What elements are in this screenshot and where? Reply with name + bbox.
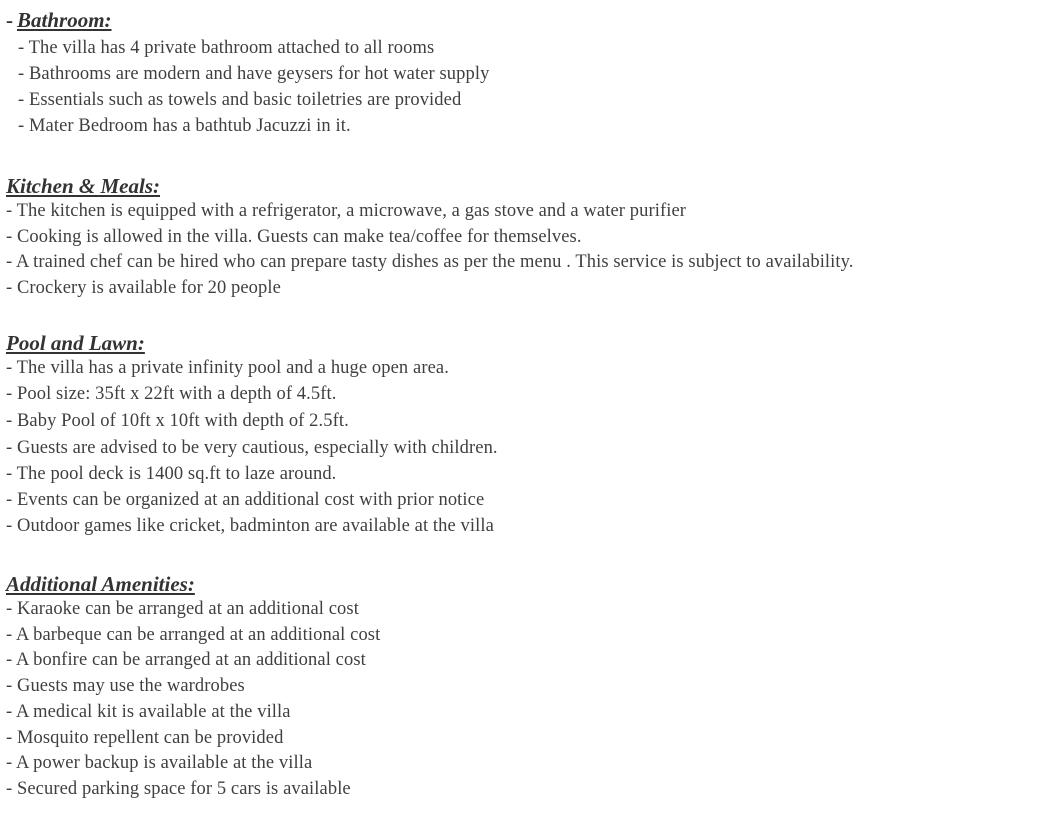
list-item: - Guests are advised to be very cautious, especially with children. [6,438,498,458]
list-item: - The pool deck is 1400 sq.ft to laze around. [6,464,337,484]
amenities-heading: Additional Amenities: [6,572,195,596]
list-item: - A barbeque can be arranged at an additional cost [6,624,381,645]
list-item: - Pool size: 35ft x 22ft with a depth of 4.5ft. [6,384,337,404]
list-item: - Outdoor games like cricket, badminton are available at the villa [6,516,494,536]
list-item: - Baby Pool of 10ft x 10ft with depth of 2.5ft. [6,411,349,431]
list-item: - Events can be organized at an additional cost with prior notice [6,490,485,510]
pool-section [6,331,498,539]
heading-dash: - [6,8,13,32]
kitchen-heading: Kitchen & Meals: [6,174,161,198]
list-item: - The villa has a private infinity pool and a huge open area. [6,358,449,378]
pool-heading: Pool and Lawn: [6,331,145,355]
list-item: - A power backup is available at the villa [6,753,313,774]
list-item: - The kitchen is equipped with a refrigerator, a microwave, a gas stove and a water purifier [6,201,687,221]
bathroom-heading-text: Bathroom: [17,8,112,32]
list-item: - Cooking is allowed in the villa. Guests can make tea/coffee for themselves. [6,226,582,247]
bathroom-section [6,8,489,139]
list-item: - Mater Bedroom has a bathtub Jacuzzi in it. [18,116,351,136]
list-item: - Mosquito repellent can be provided [6,727,284,748]
bathroom-heading [6,8,489,32]
list-item: - A trained chef can be hired who can prepare tasty dishes as per the menu . This service is subject to availability. [6,252,854,273]
list-item: - A bonfire can be arranged at an additional cost [6,650,366,671]
list-item: - A medical kit is available at the villa [6,701,291,722]
amenities-section [6,572,380,803]
list-item: - Secured parking space for 5 cars is available [6,778,351,799]
list-item: - Karaoke can be arranged at an additional cost [6,599,359,619]
list-item: - The villa has 4 private bathroom attached to all rooms [18,38,435,58]
list-item: - Essentials such as towels and basic toiletries are provided [18,90,462,110]
list-item: - Guests may use the wardrobes [6,676,245,697]
kitchen-section [6,174,854,302]
list-item: - Bathrooms are modern and have geysers for hot water supply [18,64,490,84]
list-item: - Crockery is available for 20 people [6,278,281,299]
